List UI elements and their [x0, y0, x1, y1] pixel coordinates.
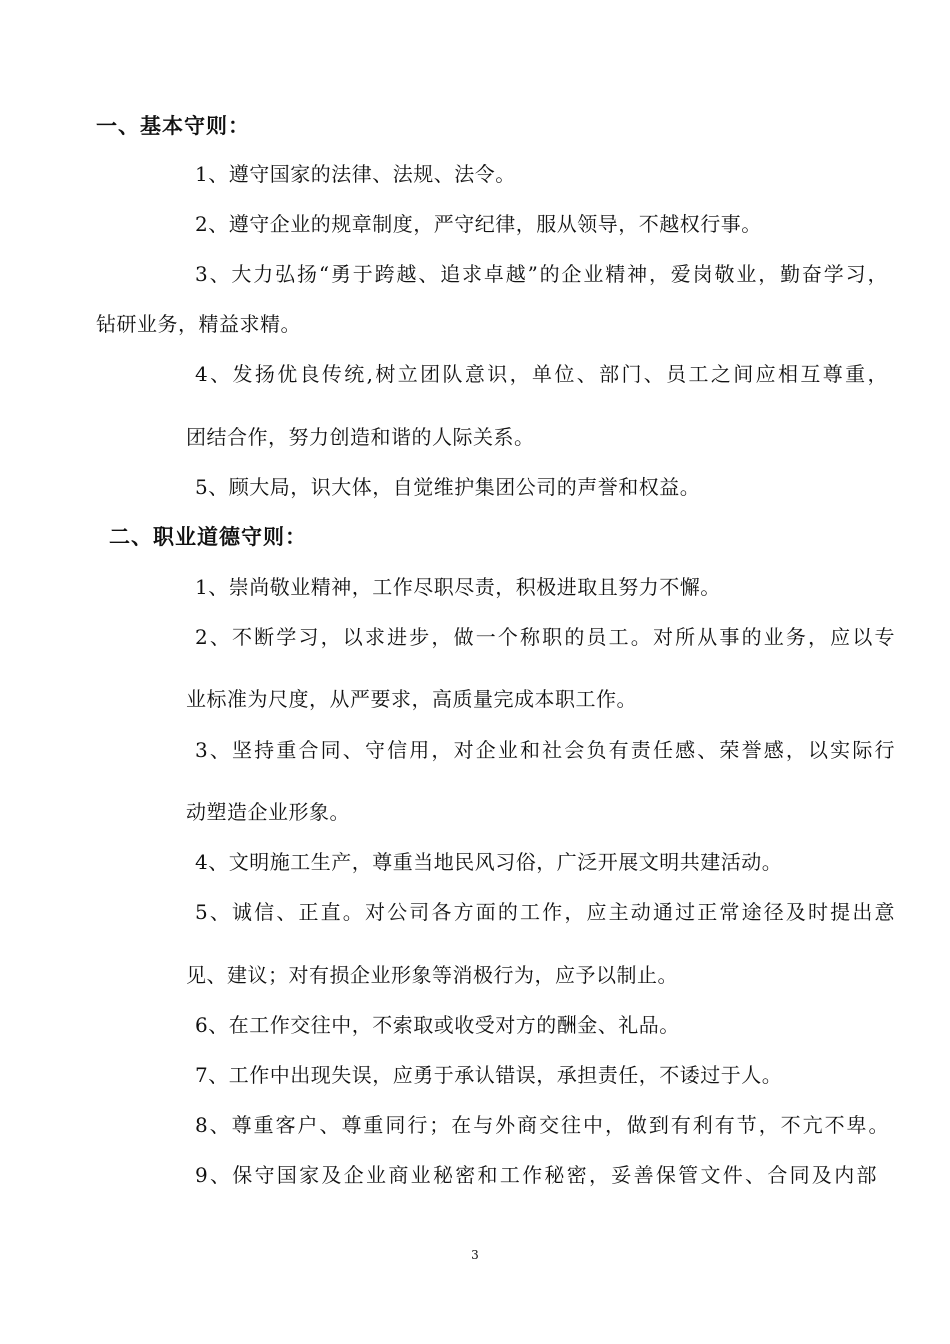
paragraph-line: 4、发扬优良传统,树立团队意识，单位、部门、员工之间应相互尊重，: [195, 362, 888, 386]
paragraph-line: 见、建议；对有损企业形象等消极行为，应予以制止。: [186, 963, 678, 987]
paragraph-line: 5、诚信、正直。对公司各方面的工作，应主动通过正常途径及时提出意: [195, 900, 895, 924]
paragraph-line: 9、保守国家及企业商业秘密和工作秘密，妥善保管文件、合同及内部: [195, 1163, 877, 1187]
paragraph-line: 1、崇尚敬业精神，工作尽职尽责，积极进取且努力不懈。: [195, 575, 721, 599]
paragraph-line: 1、遵守国家的法律、法规、法令。: [195, 162, 516, 186]
paragraph-line: 钻研业务，精益求精。: [96, 312, 301, 336]
section-heading-professional-ethics: 二、职业道德守则：: [109, 524, 307, 549]
page-number: 3: [471, 1248, 479, 1262]
paragraph-line: 团结合作，努力创造和谐的人际关系。: [186, 425, 535, 449]
paragraph-line: 业标准为尺度，从严要求，高质量完成本职工作。: [186, 687, 637, 711]
section-heading-basic-rules: 一、基本守则：: [96, 113, 250, 138]
paragraph-line: 动塑造企业形象。: [186, 800, 350, 824]
paragraph-line: 2、遵守企业的规章制度，严守纪律，服从领导，不越权行事。: [195, 212, 762, 236]
paragraph-line: 3、大力弘扬“勇于跨越、追求卓越”的企业精神，爱岗敬业，勤奋学习，: [195, 262, 888, 286]
paragraph-line: 3、坚持重合同、守信用，对企业和社会负有责任感、荣誉感，以实际行: [195, 738, 895, 762]
paragraph-line: 4、文明施工生产，尊重当地民风习俗，广泛开展文明共建活动。: [195, 850, 783, 874]
paragraph-line: 6、在工作交往中，不索取或收受对方的酬金、礼品。: [195, 1013, 680, 1037]
paragraph-line: 7、工作中出现失误，应勇于承认错误，承担责任，不诿过于人。: [195, 1063, 783, 1087]
paragraph-line: 2、不断学习，以求进步，做一个称职的员工。对所从事的业务，应以专: [195, 625, 895, 649]
paragraph-line: 8、尊重客户、尊重同行；在与外商交往中，做到有利有节，不亢不卑。: [195, 1113, 889, 1137]
paragraph-line: 5、顾大局，识大体，自觉维护集团公司的声誉和权益。: [195, 475, 701, 499]
